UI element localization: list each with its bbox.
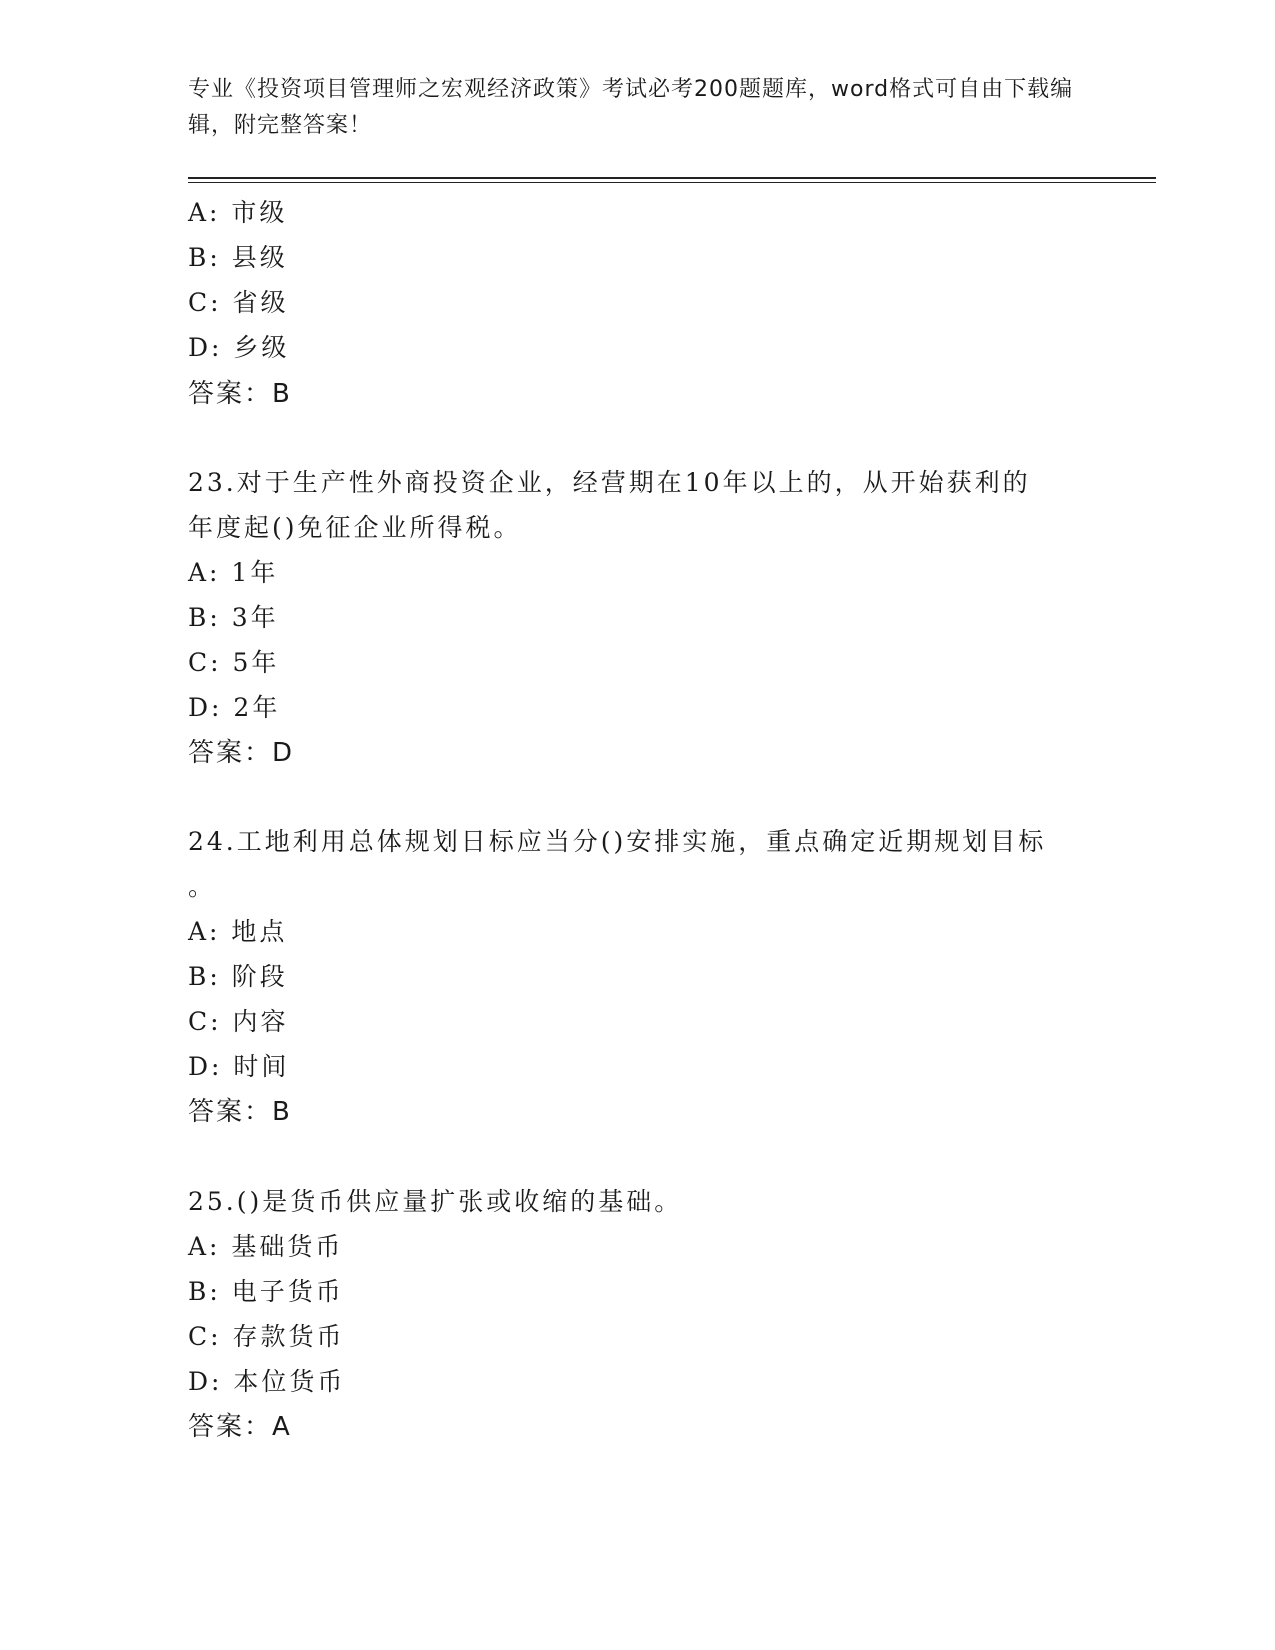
- q24-option-b: B: 阶段: [188, 962, 288, 991]
- q23-answer: 答案：D: [188, 738, 295, 768]
- q25-stem-line1: 25.()是货币供应量扩张或收缩的基础。: [188, 1187, 683, 1216]
- q23-stem-line1: 23.对于生产性外商投资企业，经营期在10年以上的，从开始获利的: [188, 468, 1031, 497]
- document-intro: 专业《投资项目管理师之宏观经济政策》考试必考200题题库，word格式可自由下载编辑，附完整答案！: [188, 77, 1074, 138]
- q25-option-a: A: 基础货币: [188, 1232, 344, 1261]
- q24-stem-line1: 24.工地利用总体规划日标应当分()安排实施，重点确定近期规划目标: [188, 827, 1047, 856]
- q23-option-a: A: 1年: [188, 558, 279, 587]
- q24-stem-line2: 。: [188, 872, 217, 901]
- q22-option-a: A: 市级: [188, 198, 288, 227]
- q22-option-c: C: 省级: [188, 288, 289, 317]
- q22-option-d: D: 乡级: [188, 333, 290, 362]
- q25-option-c: C: 存款货币: [188, 1322, 345, 1351]
- q24-option-a: A: 地点: [188, 917, 288, 946]
- q22-option-b: B: 县级: [188, 243, 288, 272]
- q24-answer: 答案：B: [188, 1097, 292, 1127]
- q23-option-d: D: 2年: [188, 693, 281, 722]
- q24-option-d: D: 时间: [188, 1052, 290, 1081]
- q25-option-b: B: 电子货币: [188, 1277, 344, 1306]
- header-divider: [188, 177, 1156, 183]
- q25-option-d: D: 本位货币: [188, 1367, 346, 1396]
- q24-option-c: C: 内容: [188, 1007, 289, 1036]
- q23-option-c: C: 5年: [188, 648, 280, 677]
- q22-answer: 答案：B: [188, 379, 292, 409]
- q23-stem-line2: 年度起()免征企业所得税。: [188, 513, 522, 542]
- q23-option-b: B: 3年: [188, 603, 279, 632]
- q25-answer: 答案：A: [188, 1412, 292, 1442]
